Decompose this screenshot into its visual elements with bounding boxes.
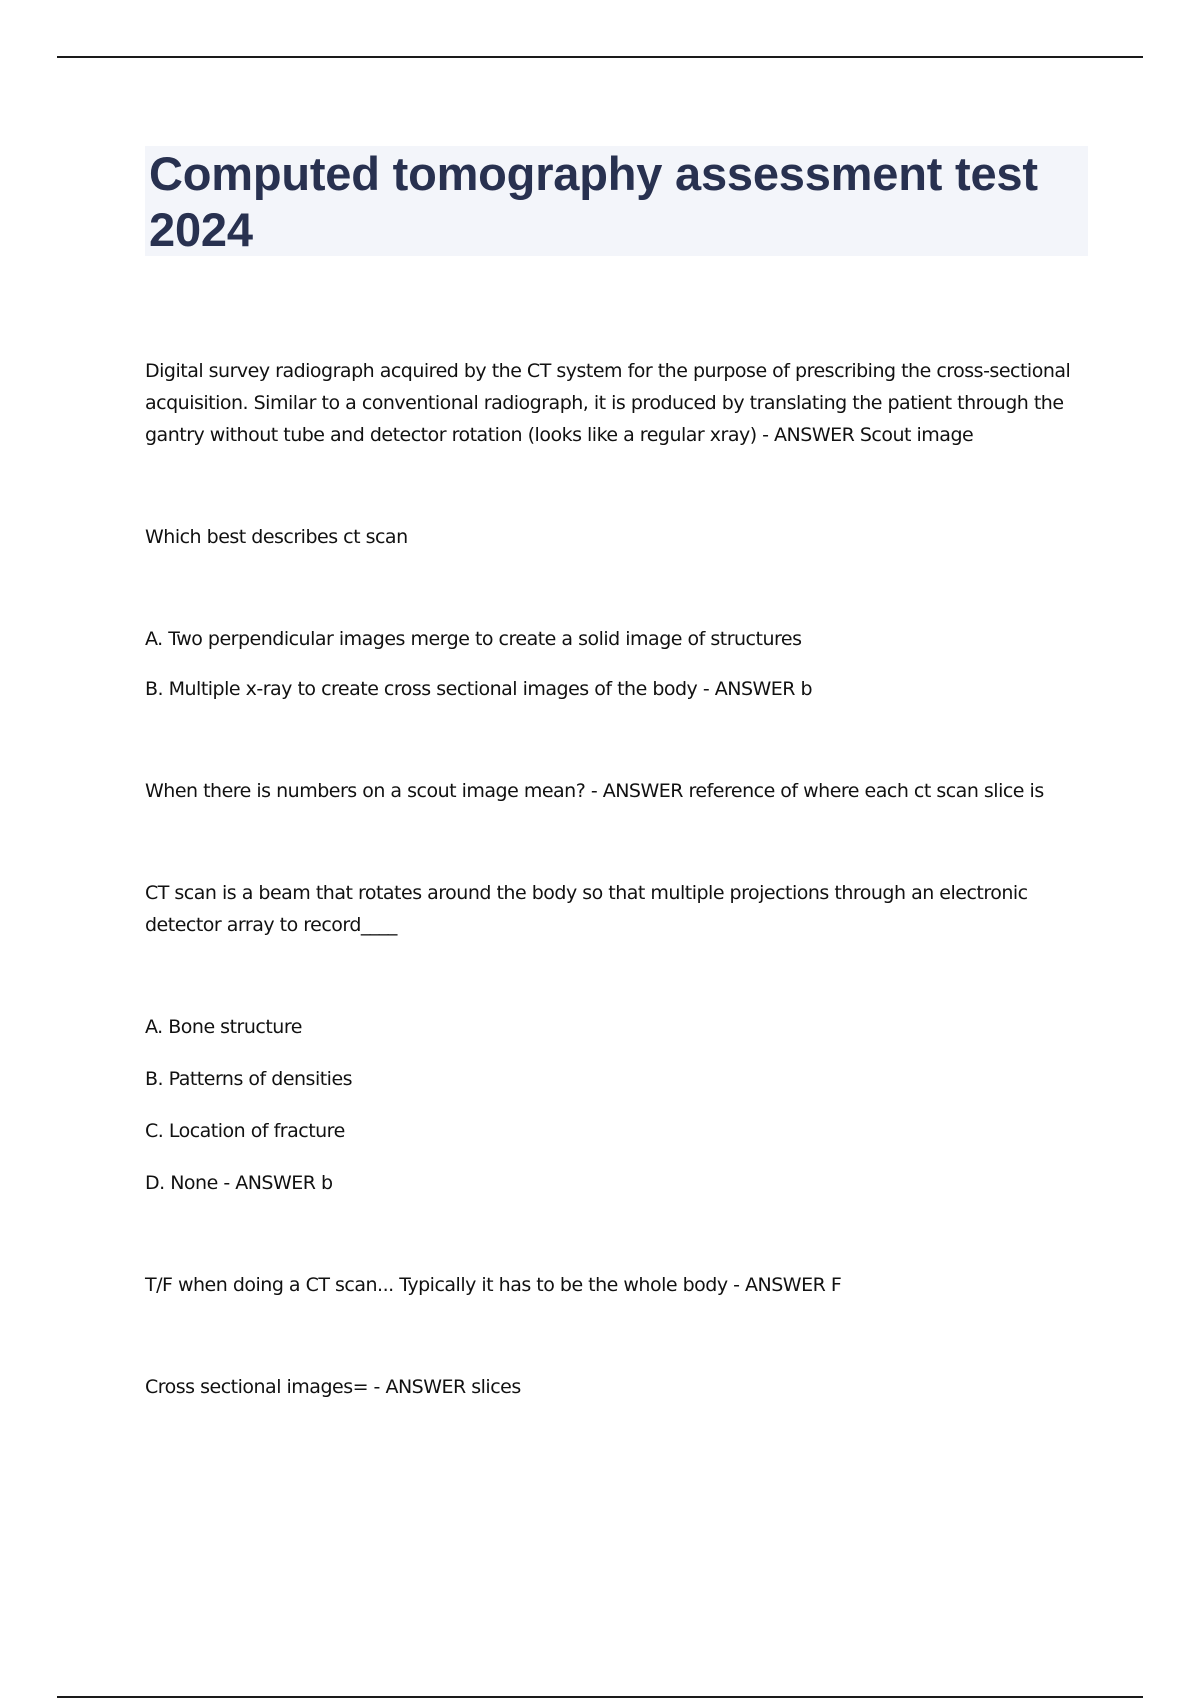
option-b-densities: B. Patterns of densities xyxy=(145,1068,353,1090)
question-true-false: T/F when doing a CT scan... Typically it has to be the whole body - ANSWER F xyxy=(145,1274,842,1296)
option-b: B. Multiple x-ray to create cross sectional images of the body - ANSWER b xyxy=(145,678,813,700)
question-cross-sectional: Cross sectional images= - ANSWER slices xyxy=(145,1376,521,1398)
bottom-divider xyxy=(57,1696,1143,1698)
document-body xyxy=(145,355,1095,1403)
option-a: A. Two perpendicular images merge to create a solid image of structures xyxy=(145,628,802,650)
question-beam-rotation: CT scan is a beam that rotates around the body so that multiple projections through an electronic detector array to record____ xyxy=(145,882,1028,936)
option-d-none: D. None - ANSWER b xyxy=(145,1172,333,1194)
option-a-bone: A. Bone structure xyxy=(145,1016,302,1038)
document-title: Computed tomography assessment test 2024 xyxy=(149,147,1038,256)
option-c-fracture: C. Location of fracture xyxy=(145,1120,345,1142)
title-block xyxy=(145,146,1088,256)
question-ct-description: Which best describes ct scan xyxy=(145,526,408,548)
question-scout-numbers: When there is numbers on a scout image mean? - ANSWER reference of where each ct scan slice is xyxy=(145,780,1044,802)
top-divider xyxy=(57,56,1143,58)
question-scout-definition: Digital survey radiograph acquired by the CT system for the purpose of prescribing the cross-sectional acquisition. Similar to a conventional radiograph, it is produced by translating the patient through the gantry without tube and detector rotation (looks like a regular xray) - ANSWER Scout image xyxy=(145,360,1071,446)
